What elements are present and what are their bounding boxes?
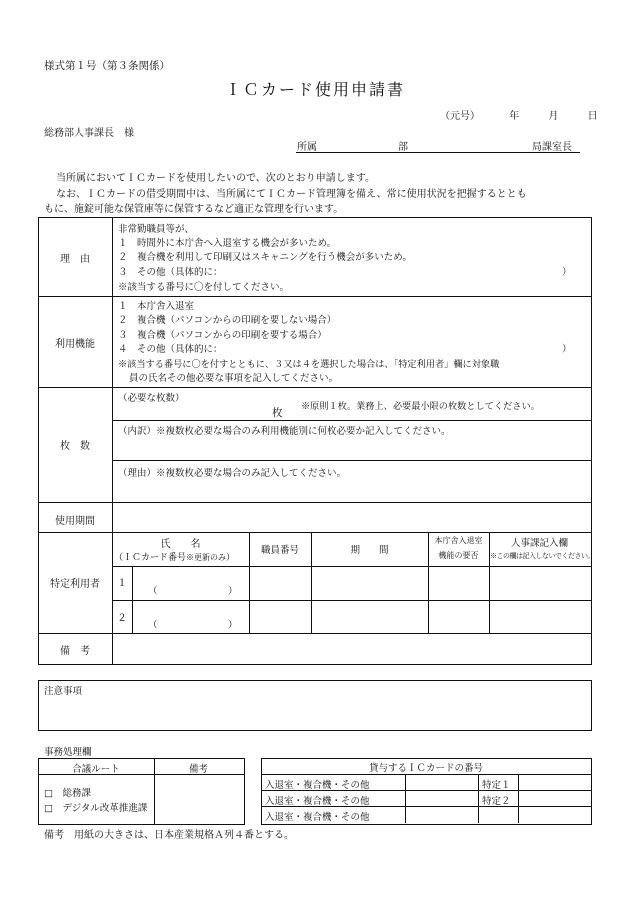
office-section-label: 事務処理欄 bbox=[44, 747, 92, 758]
functions-note-2: 員の氏名その他必要な事項を記入してください。 bbox=[129, 373, 339, 384]
reason-note: ※該当する番号に〇を付してください。 bbox=[118, 282, 290, 293]
date-line bbox=[440, 107, 598, 122]
functions-close-paren: ） bbox=[562, 344, 572, 355]
user-row-1-paren-open: （ bbox=[148, 586, 158, 597]
intro-line-2: なお、ＩＣカードの借受期間中は、当所属にてＩＣカード管理簿を備え、常に使用状況を把握するととも bbox=[56, 188, 527, 200]
period-label: 使用期間 bbox=[55, 516, 95, 527]
user-row-2-name-field[interactable] bbox=[133, 601, 249, 633]
affiliation-label: 所属 bbox=[297, 142, 317, 153]
function-option-3[interactable]: ３ 複合機（パソコンからの印刷を要する場合） bbox=[118, 330, 327, 341]
function-option-1[interactable]: １ 本庁舎入退室 bbox=[118, 301, 195, 312]
reason-option-2[interactable]: ２ 複合機を利用して印刷又はスキャニングを行う機会が多いため。 bbox=[118, 252, 412, 263]
users-col-hr-note: ※この欄は記入しないでください。 bbox=[490, 552, 594, 560]
office-remarks-header: 備考 bbox=[188, 764, 208, 775]
affiliation-dept: 部 bbox=[398, 142, 408, 153]
user-row-2-no: ２ bbox=[117, 613, 127, 624]
users-col-period: 期 間 bbox=[350, 545, 389, 556]
card-number-header: 貸与するＩＣカードの番号 bbox=[368, 763, 483, 774]
functions-note-1: ※該当する番号に〇を付すとともに、３又は４を選択した場合は、「特定利用者」欄に対象職 bbox=[118, 359, 500, 370]
count-label: 枚 数 bbox=[60, 441, 90, 452]
footer-note: 備考 用紙の大きさは、日本産業規格Ａ列４番とする。 bbox=[44, 830, 294, 841]
route-item-general-affairs[interactable]: □ 総務課 bbox=[44, 788, 91, 799]
user-row-2-paren-close: ） bbox=[228, 620, 238, 631]
users-label: 特定利用者 bbox=[50, 579, 100, 590]
period-field[interactable] bbox=[113, 503, 590, 532]
addressee: 総務部人事課長 様 bbox=[44, 128, 134, 139]
card-row-3-type: 入退室・複合機・その他 bbox=[265, 812, 370, 823]
users-col-name-sub: （ＩＣカード番号※更新のみ） bbox=[114, 553, 236, 563]
user-row-2-paren-open: （ bbox=[148, 620, 158, 631]
card-row-2-special: 特定２ bbox=[482, 796, 511, 807]
count-reason[interactable]: （理由）※複数枚必要な場合のみ記入してください。 bbox=[118, 468, 347, 479]
reason-option-1[interactable]: １ 時間外に本庁舎へ入退室する機会が多いため。 bbox=[118, 238, 337, 249]
count-breakdown[interactable]: （内訳）※複数枚必要な場合のみ利用機能別に何枚必要か記入してください。 bbox=[118, 426, 451, 437]
user-row-1-no: １ bbox=[117, 578, 127, 589]
label-column-divider bbox=[112, 217, 113, 664]
date-month: 月 bbox=[548, 111, 559, 122]
affiliation-director: 局課室長 bbox=[532, 142, 572, 153]
card-row-1-special: 特定１ bbox=[482, 780, 511, 791]
count-required-note: ※原則１枚。業務上、必要最小限の枚数としてください。 bbox=[301, 401, 540, 412]
notes-label: 注意事項 bbox=[44, 686, 83, 697]
affiliation-underline bbox=[296, 152, 580, 153]
date-day: 日 bbox=[587, 111, 598, 122]
users-col-name: 氏 名 bbox=[160, 539, 201, 550]
card-row-2-type: 入退室・複合機・その他 bbox=[265, 796, 370, 807]
users-col-hr: 人事課記入欄 bbox=[510, 538, 568, 549]
function-option-4[interactable]: ４ その他（具体的に： bbox=[118, 344, 223, 355]
function-option-2[interactable]: ２ 複合機（パソコンからの印刷を要しない場合） bbox=[118, 315, 337, 326]
user-row-1-name-field[interactable] bbox=[133, 567, 249, 600]
functions-label: 利用機能 bbox=[55, 339, 95, 350]
form-number: 様式第１号（第３条関係） bbox=[44, 60, 170, 72]
reason-close-paren: ） bbox=[562, 267, 572, 278]
notes-box[interactable] bbox=[38, 680, 592, 731]
reason-label: 理 由 bbox=[60, 254, 90, 265]
intro-line-1: 当所属においてＩＣカードを使用したいので、次のとおり申請します。 bbox=[56, 173, 375, 184]
card-row-1-type: 入退室・複合機・その他 bbox=[265, 780, 370, 791]
remarks-label: 備 考 bbox=[60, 646, 90, 657]
reason-line: 非常勤職員等が、 bbox=[118, 224, 195, 235]
page-title: ＩＣカード使用申請書 bbox=[224, 80, 405, 99]
remarks-field[interactable] bbox=[113, 634, 590, 663]
count-unit: 枚 bbox=[272, 407, 283, 419]
users-col-entry-b: 機能の要否 bbox=[438, 551, 479, 560]
count-required-label: （必要な枚数） bbox=[118, 393, 185, 404]
reason-option-3[interactable]: ３ その他（具体的に： bbox=[118, 267, 223, 278]
office-route-header: 合議ルート bbox=[72, 764, 120, 775]
route-item-digital-reform[interactable]: □ デジタル改革推進課 bbox=[44, 803, 148, 814]
intro-text bbox=[44, 171, 584, 218]
users-col-staff-no: 職員番号 bbox=[260, 545, 299, 556]
date-year: 年 bbox=[509, 111, 520, 122]
users-col-entry-a: 本庁舎入退室 bbox=[434, 536, 483, 545]
intro-line-3: もに、施錠可能な保管庫等に保管するなど適正な管理を行います。 bbox=[44, 204, 344, 215]
user-row-1-paren-close: ） bbox=[228, 586, 238, 597]
date-era: （元号） bbox=[440, 111, 480, 122]
